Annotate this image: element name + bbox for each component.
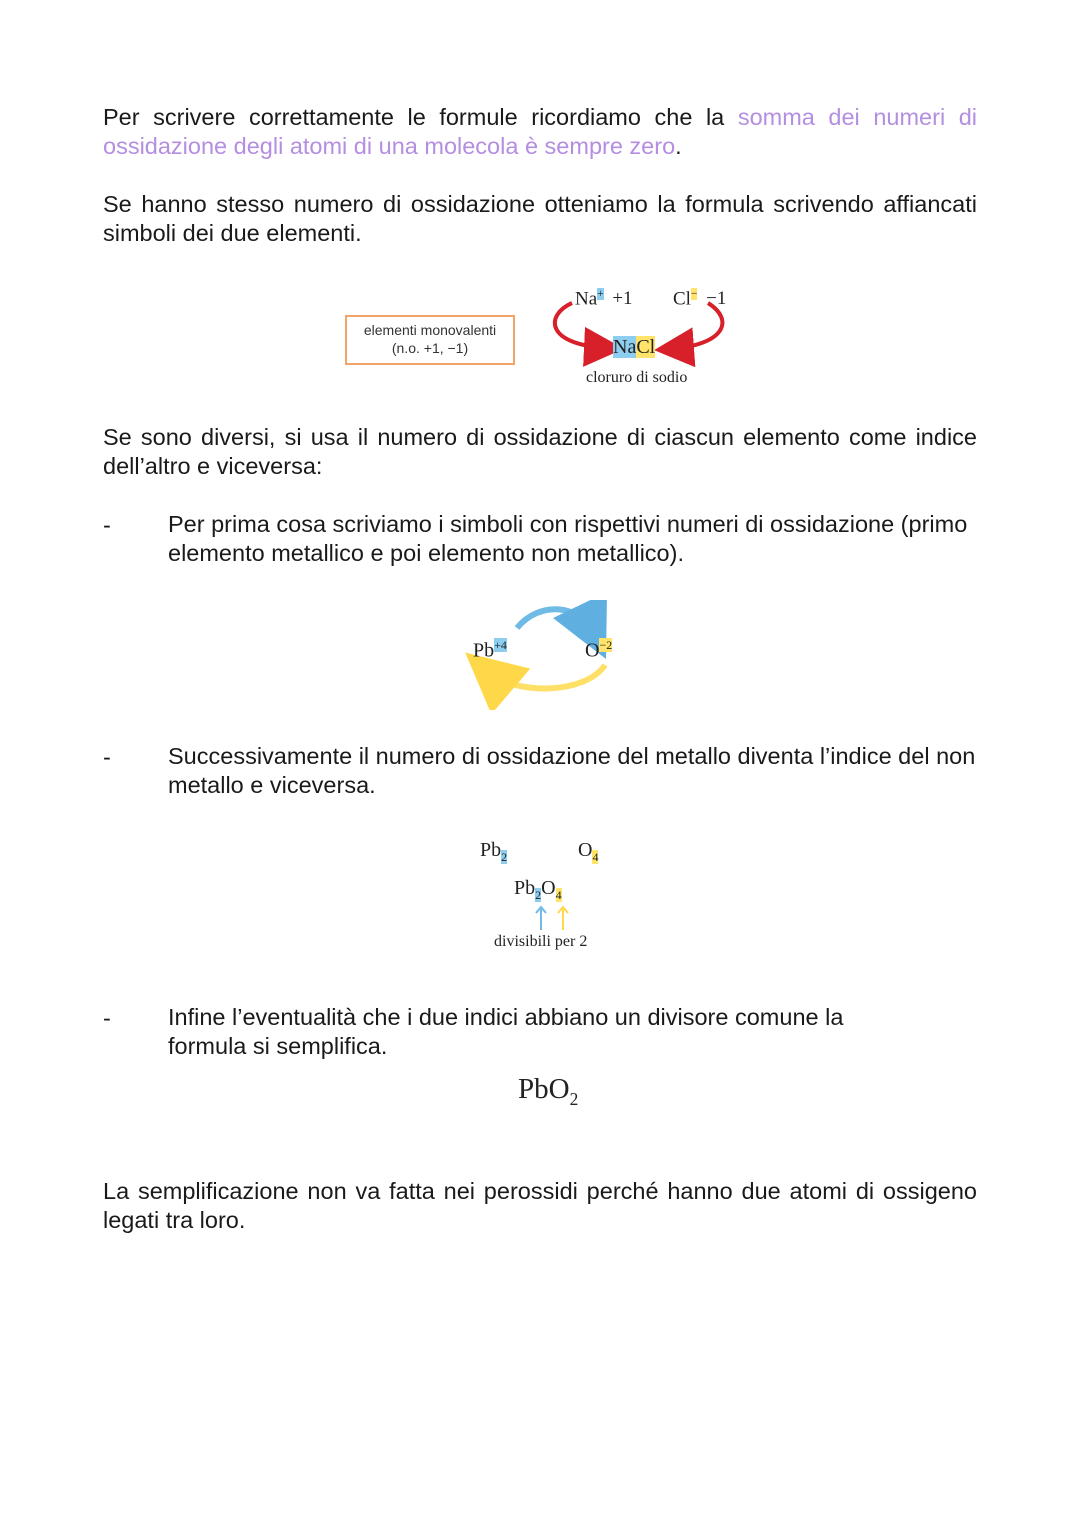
pbo-ox-figure — [455, 600, 625, 710]
o-indexed: $O_4$ — [578, 839, 599, 864]
pb-ion: $Pb^{+4}$ — [473, 638, 507, 662]
intro-period: . — [675, 133, 682, 159]
same-ox-paragraph: Se hanno stesso numero di ossidazione otteniamo la formula scrivendo affiancati simboli dei due elementi. — [103, 191, 977, 246]
step-2-dash: - — [103, 744, 111, 770]
step-1-text: Per prima cosa scriviamo i simboli con rispettivi numeri di ossidazione (primo elemento metallico e poi elemento non metallico). — [168, 511, 968, 566]
nacl-figure — [340, 285, 740, 395]
box-line-2: (n.o. +1, −1) — [391, 340, 469, 356]
peroxide-paragraph: La semplificazione non va fatta nei perossidi perché hanno due atomi di ossigeno legati tra loro. — [103, 1178, 977, 1233]
intro-highlight: somma dei numeri di ossidazione degli atomi di una molecola è sempre zero — [103, 104, 978, 159]
nacl-caption: cloruro di sodio — [586, 369, 688, 386]
step-2-text: Successivamente il numero di ossidazione del metallo diventa l’indice del non metallo e viceversa. — [168, 743, 976, 798]
pbo2-formula: PbO$_2$ — [518, 1073, 579, 1109]
pb2o4-caption: divisibili per 2 — [494, 933, 588, 950]
step-3-text: Infine l’eventualità che i due indici abbiano un divisore comune la formula si semplifica. — [168, 1004, 844, 1059]
na-ion: Na+ +1 — [575, 288, 633, 310]
diff-ox-paragraph: Se sono diversi, si usa il numero di ossidazione di ciascun elemento come indice dell’altro e viceversa: — [103, 424, 977, 479]
blue-arrow — [517, 609, 593, 632]
yellow-arrow — [488, 665, 605, 688]
intro-paragraph — [103, 103, 977, 161]
step-3-dash: - — [103, 1005, 111, 1031]
nacl-formula: NaCl — [613, 336, 656, 358]
cl-ion: Cl− −1 — [673, 288, 727, 310]
o-ion: $O^{-2}$ — [585, 638, 613, 662]
step-1-dash: - — [103, 512, 111, 538]
pb-indexed: $Pb_2$ — [480, 839, 508, 864]
pb2o4-figure — [470, 835, 610, 960]
intro-text: Per scrivere correttamente le formule ricordiamo che la — [103, 104, 738, 130]
box-line-1: elementi monovalenti — [363, 322, 497, 338]
pb2o4-formula: $Pb_2O_4$ — [514, 877, 562, 902]
